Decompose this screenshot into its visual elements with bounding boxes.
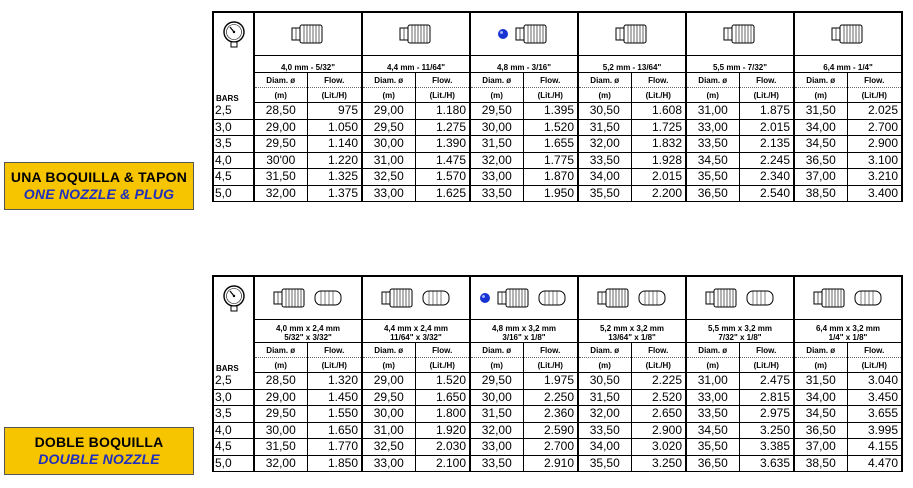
- flow-unit: (Lit./H): [415, 88, 470, 103]
- diameter-value: 31,50: [578, 119, 631, 136]
- flow-value: 1.928: [631, 152, 686, 169]
- flow-header: Flow.: [307, 343, 362, 358]
- nozzle-size-label: [254, 56, 362, 73]
- flow-value: 1.650: [307, 422, 362, 439]
- label-double-nozzle: [4, 427, 194, 475]
- double-nozzle-icon: [254, 276, 362, 320]
- label-title-en: ONE NOZZLE & PLUG: [23, 186, 175, 202]
- table-row: [213, 373, 902, 390]
- diameter-value: 29,50: [254, 406, 307, 423]
- diameter-value: 34,00: [794, 119, 847, 136]
- table-row: [213, 406, 902, 423]
- flow-value: 2.015: [631, 169, 686, 186]
- table-row: [213, 185, 902, 202]
- flow-value: 975: [307, 103, 362, 120]
- nozzle-icon: [513, 25, 551, 42]
- diameter-value: 34,50: [686, 152, 739, 169]
- diameter-value: 38,50: [794, 455, 847, 472]
- size-inch: 1/4" x 1/8": [828, 333, 868, 342]
- flow-value: 1.655: [523, 136, 578, 153]
- flow-value: 1.275: [415, 119, 470, 136]
- diameter-value: 36,50: [794, 422, 847, 439]
- diam-unit: (m): [578, 88, 631, 103]
- flow-unit: (Lit./H): [415, 358, 470, 373]
- flow-value: 1.875: [739, 103, 794, 120]
- size-metric: 4,0 mm x 2,4 mm: [275, 324, 341, 333]
- plug-icon: [745, 289, 777, 306]
- size-metric: 4,4 mm - 11/64": [386, 63, 446, 72]
- nozzle-size-label: [362, 320, 470, 343]
- diameter-value: 31,50: [794, 373, 847, 390]
- flow-value: 1.832: [631, 136, 686, 153]
- size-inch: 5/32" x 3/32": [284, 333, 332, 342]
- diameter-value: 32,50: [362, 439, 415, 456]
- diam-header: Diam. ø: [470, 343, 523, 358]
- diameter-value: 33,50: [578, 422, 631, 439]
- nozzle-icon: [703, 289, 741, 306]
- bar-pressure: 3,5: [213, 406, 254, 423]
- label-title-en: DOUBLE NOZZLE: [38, 451, 160, 467]
- double-nozzle-table: [212, 275, 903, 472]
- diameter-value: 31,00: [686, 103, 739, 120]
- flow-value: 3.450: [847, 389, 902, 406]
- double-nozzle-icon: [578, 276, 686, 320]
- diam-unit: (m): [794, 88, 847, 103]
- flow-value: 1.325: [307, 169, 362, 186]
- size-metric: 6,4 mm - 1/4": [823, 63, 873, 72]
- diam-unit: (m): [254, 88, 307, 103]
- flow-header: Flow.: [739, 343, 794, 358]
- diameter-value: 34,00: [794, 389, 847, 406]
- flow-value: 3.250: [631, 455, 686, 472]
- diam-unit: (m): [686, 358, 739, 373]
- size-inch: 3/16" x 1/8": [502, 333, 546, 342]
- diameter-value: 33,00: [362, 455, 415, 472]
- size-metric: 5,2 mm x 3,2 mm: [599, 324, 665, 333]
- diameter-value: 30,50: [578, 103, 631, 120]
- flow-value: 2.700: [523, 439, 578, 456]
- flow-value: 2.200: [631, 185, 686, 202]
- flow-unit: (Lit./H): [307, 358, 362, 373]
- flow-value: 2.910: [523, 455, 578, 472]
- diameter-value: 34,50: [794, 406, 847, 423]
- flow-header: Flow.: [415, 73, 470, 88]
- diam-unit: (m): [578, 358, 631, 373]
- flow-value: 1.320: [307, 373, 362, 390]
- nozzle-icon: [595, 289, 633, 306]
- nozzle-size-label: [794, 320, 902, 343]
- single-nozzle-icon: [686, 12, 794, 56]
- size-inch: 11/64" x 3/32": [390, 333, 442, 342]
- pressure-gauge-icon: [213, 12, 254, 56]
- flow-header: Flow.: [523, 73, 578, 88]
- bars-label: BARS: [216, 93, 239, 103]
- pressure-gauge-icon: [213, 276, 254, 320]
- diam-header: Diam. ø: [470, 73, 523, 88]
- diam-unit: (m): [794, 358, 847, 373]
- diameter-value: 35,50: [686, 169, 739, 186]
- bar-pressure: 2,5: [213, 103, 254, 120]
- flow-value: 1.375: [307, 185, 362, 202]
- nozzle-icon: [495, 289, 533, 306]
- nozzle-icon: [811, 289, 849, 306]
- diameter-value: 35,50: [686, 439, 739, 456]
- diameter-value: 32,00: [470, 422, 523, 439]
- table-row: [213, 136, 902, 153]
- flow-value: 1.850: [307, 455, 362, 472]
- diam-unit: (m): [254, 358, 307, 373]
- flow-value: 1.390: [415, 136, 470, 153]
- diameter-value: 32,50: [362, 169, 415, 186]
- flow-header: Flow.: [847, 343, 902, 358]
- flow-value: 1.950: [523, 185, 578, 202]
- flow-value: 2.700: [847, 119, 902, 136]
- flow-header: Flow.: [307, 73, 362, 88]
- diameter-value: 29,00: [254, 119, 307, 136]
- flow-value: 2.135: [739, 136, 794, 153]
- diameter-value: 31,50: [578, 389, 631, 406]
- flow-header: Flow.: [847, 73, 902, 88]
- flow-value: 3.995: [847, 422, 902, 439]
- diameter-value: 33,50: [686, 136, 739, 153]
- nozzle-icon: [397, 25, 435, 42]
- flow-value: 1.775: [523, 152, 578, 169]
- flow-value: 2.475: [739, 373, 794, 390]
- flow-value: 2.540: [739, 185, 794, 202]
- diameter-value: 34,50: [686, 422, 739, 439]
- flow-value: 1.395: [523, 103, 578, 120]
- flow-header: Flow.: [631, 73, 686, 88]
- diameter-value: 36,50: [686, 455, 739, 472]
- diameter-value: 33,00: [362, 185, 415, 202]
- flow-value: 1.625: [415, 185, 470, 202]
- diameter-value: 30'00: [254, 152, 307, 169]
- diameter-value: 34,00: [578, 169, 631, 186]
- flow-header: Flow.: [415, 343, 470, 358]
- diameter-value: 38,50: [794, 185, 847, 202]
- diameter-value: 31,00: [362, 422, 415, 439]
- size-metric: 5,5 mm - 7/32": [712, 63, 768, 72]
- flow-value: 2.520: [631, 389, 686, 406]
- diameter-value: 32,00: [254, 185, 307, 202]
- size-metric: 4,0 mm - 5/32": [280, 63, 336, 72]
- plug-icon: [421, 289, 453, 306]
- diam-header: Diam. ø: [254, 73, 307, 88]
- nozzle-size-label: [686, 320, 794, 343]
- bar-pressure: 5,0: [213, 455, 254, 472]
- size-metric: 4,8 mm x 3,2 mm: [491, 324, 557, 333]
- flow-value: 2.250: [523, 389, 578, 406]
- flow-value: 2.900: [631, 422, 686, 439]
- diameter-value: 30,00: [362, 136, 415, 153]
- size-inch: 7/32" x 1/8": [718, 333, 762, 342]
- nozzle-icon: [721, 25, 759, 42]
- bar-pressure: 4,0: [213, 422, 254, 439]
- flow-value: 2.030: [415, 439, 470, 456]
- flow-unit: (Lit./H): [523, 88, 578, 103]
- flow-unit: (Lit./H): [631, 88, 686, 103]
- table-row: [213, 152, 902, 169]
- diameter-value: 28,50: [254, 373, 307, 390]
- nozzle-icon: [271, 289, 309, 306]
- plug-icon: [637, 289, 669, 306]
- flow-value: 2.225: [631, 373, 686, 390]
- diameter-value: 30,00: [254, 422, 307, 439]
- flow-value: 1.220: [307, 152, 362, 169]
- table-row: [213, 169, 902, 186]
- flow-value: 2.590: [523, 422, 578, 439]
- double-nozzle-icon: [362, 276, 470, 320]
- diameter-value: 30,00: [470, 119, 523, 136]
- label-title-es: DOBLE BOQUILLA: [34, 434, 164, 450]
- diameter-value: 31,00: [686, 373, 739, 390]
- table-row: [213, 455, 902, 472]
- size-metric: 5,5 mm x 3,2 mm: [707, 324, 773, 333]
- diameter-value: 30,00: [362, 406, 415, 423]
- flow-unit: (Lit./H): [307, 88, 362, 103]
- diameter-value: 31,50: [254, 169, 307, 186]
- diameter-value: 32,00: [578, 136, 631, 153]
- flow-value: 1.770: [307, 439, 362, 456]
- diameter-value: 31,50: [794, 103, 847, 120]
- table-row: [213, 103, 902, 120]
- size-metric: 4,8 mm - 3/16": [496, 63, 552, 72]
- flow-unit: (Lit./H): [847, 358, 902, 373]
- diam-header: Diam. ø: [794, 73, 847, 88]
- diam-header: Diam. ø: [686, 73, 739, 88]
- diameter-value: 32,00: [578, 406, 631, 423]
- blue-dot-icon: [479, 289, 491, 306]
- diameter-value: 34,00: [578, 439, 631, 456]
- nozzle-icon: [613, 25, 651, 42]
- flow-value: 4.470: [847, 455, 902, 472]
- flow-value: 3.210: [847, 169, 902, 186]
- flow-value: 1.520: [415, 373, 470, 390]
- plug-icon: [853, 289, 885, 306]
- size-metric: 6,4 mm x 3,2 mm: [815, 324, 881, 333]
- nozzle-icon: [379, 289, 417, 306]
- bars-label: BARS: [216, 363, 239, 373]
- size-metric: 4,4 mm x 2,4 mm: [383, 324, 449, 333]
- flow-value: 2.900: [847, 136, 902, 153]
- diameter-value: 32,00: [470, 152, 523, 169]
- flow-value: 3.400: [847, 185, 902, 202]
- diam-header: Diam. ø: [362, 73, 415, 88]
- label-one-nozzle-plug: [4, 162, 194, 210]
- flow-value: 3.040: [847, 373, 902, 390]
- nozzle-size-label: [578, 320, 686, 343]
- diameter-value: 33,50: [470, 455, 523, 472]
- diameter-value: 33,50: [686, 406, 739, 423]
- diam-unit: (m): [686, 88, 739, 103]
- table-row: [213, 389, 902, 406]
- diameter-value: 29,50: [254, 136, 307, 153]
- flow-value: 1.180: [415, 103, 470, 120]
- size-metric: 5,2 mm - 13/64": [602, 63, 662, 72]
- nozzle-size-label: [470, 56, 578, 73]
- nozzle-size-label: [254, 320, 362, 343]
- diameter-value: 36,50: [686, 185, 739, 202]
- diam-header: Diam. ø: [362, 343, 415, 358]
- flow-value: 1.550: [307, 406, 362, 423]
- nozzle-size-label: [794, 56, 902, 73]
- flow-value: 2.975: [739, 406, 794, 423]
- flow-value: 1.570: [415, 169, 470, 186]
- single-nozzle-icon: [254, 12, 362, 56]
- diam-unit: (m): [362, 88, 415, 103]
- nozzle-size-label: [470, 320, 578, 343]
- flow-header: Flow.: [739, 73, 794, 88]
- bar-pressure: 2,5: [213, 373, 254, 390]
- diameter-value: 35,50: [578, 455, 631, 472]
- nozzle-icon: [289, 25, 327, 42]
- flow-value: 1.800: [415, 406, 470, 423]
- blue-dot-icon: [497, 25, 509, 42]
- diameter-value: 29,00: [362, 103, 415, 120]
- double-nozzle-icon: [794, 276, 902, 320]
- diameter-value: 35,50: [578, 185, 631, 202]
- flow-value: 1.520: [523, 119, 578, 136]
- bar-pressure: 5,0: [213, 185, 254, 202]
- flow-value: 3.635: [739, 455, 794, 472]
- flow-value: 1.870: [523, 169, 578, 186]
- diameter-value: 33,00: [470, 169, 523, 186]
- flow-header: Flow.: [631, 343, 686, 358]
- diameter-value: 28,50: [254, 103, 307, 120]
- flow-unit: (Lit./H): [739, 88, 794, 103]
- diameter-value: 29,50: [470, 373, 523, 390]
- nozzle-size-label: [578, 56, 686, 73]
- flow-value: 3.100: [847, 152, 902, 169]
- double-nozzle-icon: [686, 276, 794, 320]
- flow-value: 2.100: [415, 455, 470, 472]
- flow-value: 2.650: [631, 406, 686, 423]
- flow-value: 1.140: [307, 136, 362, 153]
- single-nozzle-icon: [470, 12, 578, 56]
- diameter-value: 32,00: [254, 455, 307, 472]
- diam-header: Diam. ø: [578, 343, 631, 358]
- flow-unit: (Lit./H): [847, 88, 902, 103]
- single-nozzle-icon: [362, 12, 470, 56]
- flow-value: 2.025: [847, 103, 902, 120]
- bar-pressure: 3,0: [213, 389, 254, 406]
- diameter-value: 31,00: [362, 152, 415, 169]
- flow-value: 1.475: [415, 152, 470, 169]
- nozzle-size-label: [362, 56, 470, 73]
- diam-header: Diam. ø: [254, 343, 307, 358]
- diameter-value: 31,50: [470, 406, 523, 423]
- plug-icon: [537, 289, 569, 306]
- flow-value: 3.020: [631, 439, 686, 456]
- diameter-value: 29,50: [362, 119, 415, 136]
- diameter-value: 30,50: [578, 373, 631, 390]
- bar-pressure: 3,5: [213, 136, 254, 153]
- diam-unit: (m): [470, 358, 523, 373]
- flow-value: 1.725: [631, 119, 686, 136]
- flow-value: 3.385: [739, 439, 794, 456]
- flow-value: 1.050: [307, 119, 362, 136]
- label-title-es: UNA BOQUILLA & TAPON: [10, 169, 188, 185]
- table-row: [213, 422, 902, 439]
- flow-unit: (Lit./H): [523, 358, 578, 373]
- diam-unit: (m): [362, 358, 415, 373]
- flow-value: 1.975: [523, 373, 578, 390]
- one-nozzle-table: [212, 11, 903, 202]
- flow-value: 2.815: [739, 389, 794, 406]
- table-row: [213, 119, 902, 136]
- diameter-value: 33,00: [686, 119, 739, 136]
- flow-value: 1.650: [415, 389, 470, 406]
- flow-unit: (Lit./H): [739, 358, 794, 373]
- bar-pressure: 4,5: [213, 439, 254, 456]
- bar-pressure: 3,0: [213, 119, 254, 136]
- diameter-value: 33,00: [470, 439, 523, 456]
- plug-icon: [313, 289, 345, 306]
- table-row: [213, 439, 902, 456]
- diameter-value: 29,50: [362, 389, 415, 406]
- diameter-value: 36,50: [794, 152, 847, 169]
- flow-value: 1.920: [415, 422, 470, 439]
- diameter-value: 33,00: [686, 389, 739, 406]
- flow-header: Flow.: [523, 343, 578, 358]
- size-inch: 13/64" x 1/8": [608, 333, 656, 342]
- diameter-value: 31,50: [254, 439, 307, 456]
- diameter-value: 34,50: [794, 136, 847, 153]
- single-nozzle-icon: [794, 12, 902, 56]
- diam-header: Diam. ø: [794, 343, 847, 358]
- diameter-value: 33,50: [578, 152, 631, 169]
- flow-value: 1.450: [307, 389, 362, 406]
- diameter-value: 29,50: [470, 103, 523, 120]
- flow-value: 3.655: [847, 406, 902, 423]
- nozzle-size-label: [686, 56, 794, 73]
- flow-value: 4.155: [847, 439, 902, 456]
- diam-header: Diam. ø: [578, 73, 631, 88]
- diameter-value: 29,00: [254, 389, 307, 406]
- flow-value: 2.245: [739, 152, 794, 169]
- diameter-value: 30,00: [470, 389, 523, 406]
- flow-value: 2.015: [739, 119, 794, 136]
- flow-value: 2.360: [523, 406, 578, 423]
- nozzle-icon: [829, 25, 867, 42]
- diameter-value: 37,00: [794, 169, 847, 186]
- diam-unit: (m): [470, 88, 523, 103]
- diameter-value: 33,50: [470, 185, 523, 202]
- diameter-value: 37,00: [794, 439, 847, 456]
- flow-value: 2.340: [739, 169, 794, 186]
- bar-pressure: 4,5: [213, 169, 254, 186]
- bar-pressure: 4,0: [213, 152, 254, 169]
- diam-header: Diam. ø: [686, 343, 739, 358]
- diameter-value: 29,00: [362, 373, 415, 390]
- double-nozzle-icon: [470, 276, 578, 320]
- diameter-value: 31,50: [470, 136, 523, 153]
- single-nozzle-icon: [578, 12, 686, 56]
- flow-value: 3.250: [739, 422, 794, 439]
- flow-unit: (Lit./H): [631, 358, 686, 373]
- flow-value: 1.608: [631, 103, 686, 120]
